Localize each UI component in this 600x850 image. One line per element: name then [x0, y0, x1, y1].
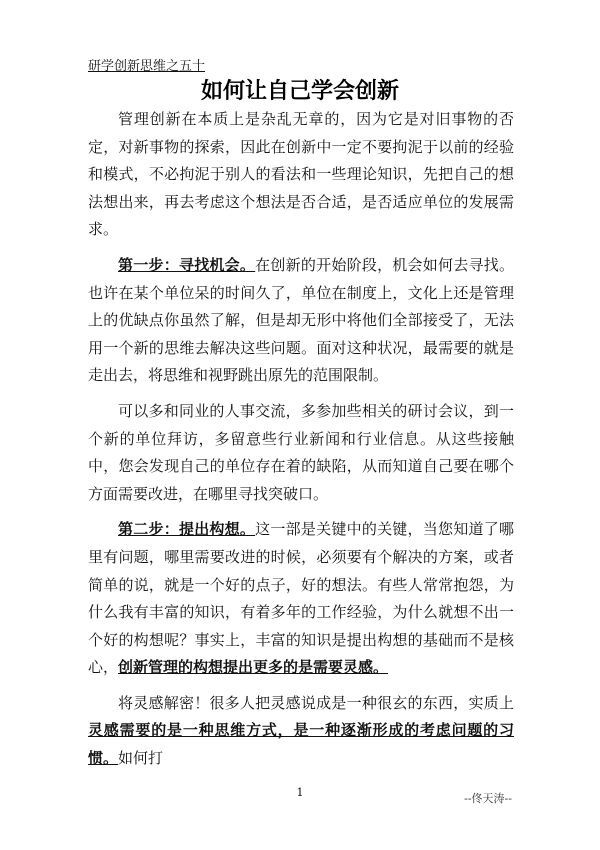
paragraph-text: 在创新的开始阶段，机会如何去寻找。也许在某个单位呆的时间久了，单位在制度上，文化上还是管理上的优缺点你虽然了解，但是却无形中将他们全部接受了，无法用一个新的思维去解决这些问题。面对这种状况，最需要的就是走出去，将思维和视野跳出原先的范围限制。 [88, 255, 514, 385]
page-title: 如何让自己学会创新 [200, 79, 399, 104]
paragraph-exchange [88, 398, 514, 508]
paragraph-text: 如何打 [118, 749, 164, 768]
series-label: 研学创新思维之五十 [88, 59, 206, 74]
paragraph-text: 将灵感解密！很多人把灵感说成是一种很玄的东西，实质上 [118, 693, 514, 712]
emphasis-thinking-habit: 灵感需要的是一种思维方式，是一种逐渐形成的考虑问题的习惯。 [88, 721, 514, 768]
paragraph-text: 管理创新在本质上是杂乱无章的，因为它是对旧事物的否定，对新事物的探索，因此在创新中一定不要拘泥于以前的经验和模式，不必拘泥于别人的看法和一些理论知识，先把自己的想法想出来，再去考虑这个想法是否合适，是否适应单位的发展需求。 [88, 110, 514, 239]
step-two-heading: 第二步：提出构想。 [118, 520, 256, 539]
paragraph-step-two [88, 516, 514, 682]
paragraph-step-one [88, 252, 514, 390]
page-number: 1 [296, 786, 304, 799]
emphasis-inspiration: 创新管理的构想提出更多的是需要灵感。 [118, 658, 389, 677]
article-body [88, 106, 514, 781]
paragraph-intro [88, 106, 514, 244]
paragraph-inspiration [88, 690, 514, 773]
step-one-heading: 第一步：寻找机会。 [118, 255, 256, 274]
paragraph-text: 可以多和同业的人事交流，多参加些相关的研讨会议，到一个新的单位拜访，多留意些行业新闻和行业信息。从这些接触中，您会发现自己的单位存在着的缺陷，从而知道自己要在哪个方面需要改进，在哪里寻找突破口。 [88, 401, 514, 503]
author-signature: --佟天涛-- [464, 792, 512, 805]
paragraph-text: 这一部是关键中的关键，当您知道了哪里有问题，哪里需要改进的时候，必须要有个解决的方案，或者简单的说，就是一个好的点子，好的想法。有些人常常抱怨，为什么我有丰富的知识，有着多年的工作经验，为什么就想不出一个好的构想呢？事实上，丰富的知识是提出构想的基础而不是核心， [88, 520, 514, 677]
